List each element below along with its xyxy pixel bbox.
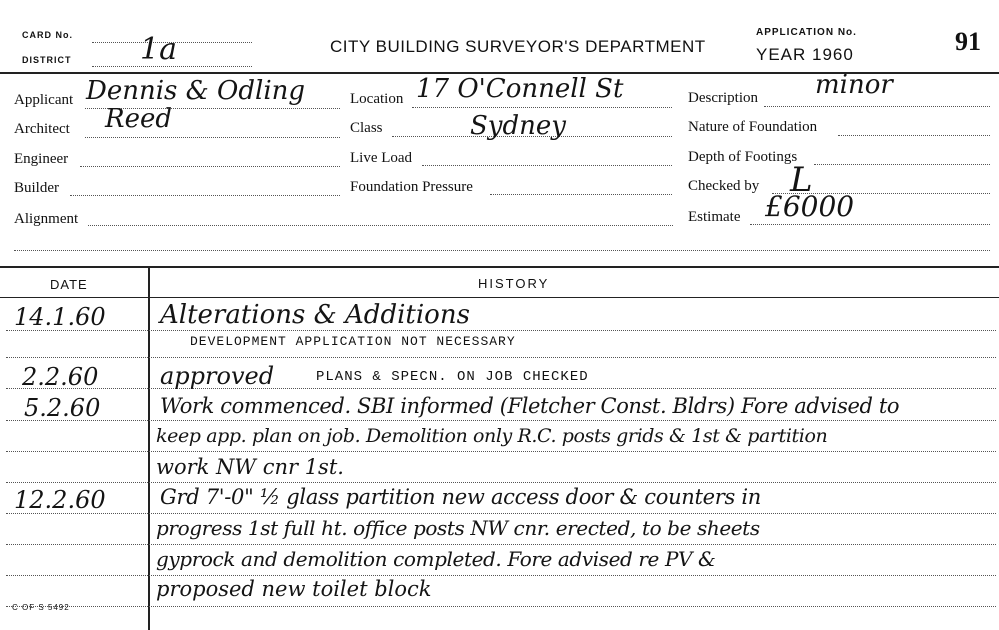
history-rule-9 [6, 575, 996, 576]
history-line: progress 1st full ht. office posts NW cnr. erected, to be sheets [156, 516, 760, 540]
history-line: keep app. plan on job. Demolition only R.C. posts grids & 1st & partition [156, 425, 828, 447]
history-rule-1 [6, 330, 996, 331]
year-label: YEAR 1960 [756, 45, 854, 64]
history-line: work NW cnr 1st. [156, 455, 344, 479]
location-label: Location [350, 91, 404, 107]
location-line [412, 107, 672, 108]
history-line: gyprock and demolition completed. Fore advised re PV & [156, 547, 716, 571]
history-rule-5 [6, 451, 996, 452]
architect-label: Architect [14, 121, 70, 137]
application-no-label: APPLICATION No. [756, 27, 857, 38]
history-rule-8 [6, 544, 996, 545]
field-block-bottom-line [14, 250, 990, 251]
checked-by-value: L [790, 160, 813, 200]
estimate-value: £6000 [765, 190, 855, 223]
nature-foundation-line [838, 135, 990, 136]
history-date: 14.1.60 [14, 303, 106, 331]
live-load-label: Live Load [350, 150, 413, 166]
history-rule-7 [6, 513, 996, 514]
checked-by-label: Checked by [688, 178, 760, 194]
estimate-line [750, 224, 990, 225]
engineer-line [80, 166, 340, 167]
history-date: 5.2.60 [24, 394, 101, 422]
alignment-label: Alignment [14, 211, 79, 227]
description-value: minor [815, 70, 893, 100]
history-rule-3 [6, 388, 996, 389]
card-no-label: CARD No. [22, 30, 73, 40]
history-rule-4 [6, 420, 996, 421]
nature-foundation-label: Nature of Foundation [688, 119, 818, 135]
history-rule-2 [6, 357, 996, 358]
department-title: CITY BUILDING SURVEYOR'S DEPARTMENT [330, 37, 706, 56]
class-value: Sydney [470, 111, 566, 141]
history-line: proposed new toilet block [156, 577, 432, 601]
description-label: Description [688, 90, 758, 106]
engineer-label: Engineer [14, 151, 69, 167]
foundation-pressure-line [490, 194, 672, 195]
architect-line [85, 137, 340, 138]
history-stamp: PLANS & SPECN. ON JOB CHECKED [316, 369, 589, 385]
district-value: 1a [140, 32, 177, 67]
history-date: 12.2.60 [14, 486, 106, 514]
depth-footings-line [814, 164, 990, 165]
history-line: Grd 7'-0" ½ glass partition new access door & counters in [160, 485, 762, 509]
estimate-label: Estimate [688, 209, 741, 225]
architect-value: Reed [105, 104, 172, 134]
history-date: 2.2.60 [22, 363, 99, 391]
application-no-value: 91 [955, 27, 981, 56]
history-stamp: DEVELOPMENT APPLICATION NOT NECESSARY [190, 334, 516, 349]
district-label: DISTRICT [22, 55, 72, 65]
history-line: approved [160, 362, 275, 390]
depth-footings-label: Depth of Footings [688, 149, 798, 165]
history-header: HISTORY [478, 276, 550, 291]
applicant-value: Dennis & Odling [86, 76, 306, 106]
class-label: Class [350, 120, 383, 136]
history-line: Work commenced. SBI informed (Fletcher Const. Bldrs) Fore advised to [160, 394, 900, 418]
applicant-label: Applicant [14, 92, 74, 108]
form-number: C OF S 5492 [12, 603, 70, 612]
foundation-pressure-label: Foundation Pressure [350, 179, 473, 195]
builder-label: Builder [14, 180, 59, 196]
builder-line [70, 195, 340, 196]
history-line: Alterations & Additions [160, 300, 470, 330]
description-line [764, 106, 990, 107]
alignment-line [88, 225, 673, 226]
live-load-line [422, 165, 672, 166]
history-rule-6 [6, 482, 996, 483]
date-header: DATE [50, 277, 88, 292]
location-value: 17 O'Connell St [416, 74, 624, 104]
history-rule-10 [6, 606, 996, 607]
